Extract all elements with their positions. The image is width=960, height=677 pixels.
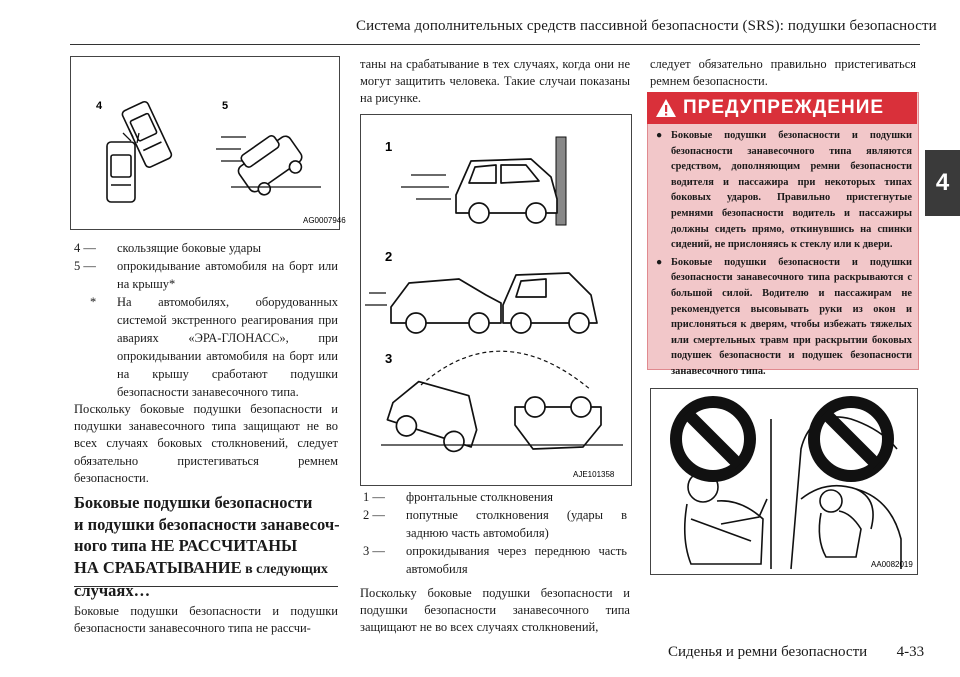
heading-rule xyxy=(74,586,338,587)
figure2-legend xyxy=(363,488,627,578)
warning-item: ● Боковые подушки безопасности и подушки безопасности занавесочного типа раскрываются с большой силой. Водителю и пассажирам не рекомендуется высовывать руки из окон и прислоняться к дверям, чтобы избежать тяжелых или смертельных травм при раскрытии боковых подушек безопасности и подушек безопасности занавесочного типа. xyxy=(656,256,912,377)
svg-text:2: 2 xyxy=(385,249,393,264)
svg-text:AJE101358: AJE101358 xyxy=(573,470,615,479)
no-sign-icon xyxy=(814,402,888,476)
figure1-legend xyxy=(74,239,338,401)
footer-section: Сиденья и ремни безопасности xyxy=(668,644,868,660)
warning-title: ПРЕДУПРЕЖДЕНИЕ xyxy=(683,97,885,118)
svg-text:AA0082019: AA0082019 xyxy=(871,560,913,569)
svg-text:1: 1 xyxy=(385,139,393,154)
collision-types-illustration xyxy=(361,115,631,485)
warning-triangle-icon xyxy=(655,98,677,118)
warning-item: ● Боковые подушки безопасности и подушки безопасности занавесочного типа являются средством, дополняющим ремни безопасности водителя и пассажира при некоторых типах боковых ударов. Правильно пристегнутые ремнями безопасности водитель и пассажиры должны сидеть прямо, откинувшись на спинки сидений, не прислоняясь к стеклу или к двери. xyxy=(656,130,912,251)
warning-header xyxy=(647,92,917,124)
legend-item: 5 — опрокидывание автомобиля на борт или на крышу* xyxy=(74,259,338,291)
page-number: 4-33 xyxy=(896,644,925,660)
bullet-icon: ● xyxy=(656,130,663,141)
running-header: Система дополнительных средств пассивной безопасности (SRS): подушки безопасности xyxy=(356,18,937,34)
prohibited-postures-illustration xyxy=(651,389,917,574)
svg-text:3: 3 xyxy=(385,351,393,366)
svg-text:4: 4 xyxy=(96,100,103,112)
section-heading: Боковые подушки безопасности и подушки безопасности занавесоч- ного типа НЕ РАССЧИТАНЫ НА СРАБАТЫВАНИЕ в следующих случаях… xyxy=(74,493,340,600)
paragraph: следует обязательно правильно пристегиваться ремнем безопасности. xyxy=(650,57,916,89)
paragraph: Боковые подушки безопасности и подушки безопасности занавесочного типа не рассчи- xyxy=(74,604,338,636)
figure-non-deploy-cases xyxy=(360,114,632,486)
figure-prohibited-postures xyxy=(650,388,918,575)
paragraph: таны на срабатывание в тех случаях, когда они не могут защитить человека. Такие случаи показаны на рисунке. xyxy=(360,57,630,106)
side-impact-illustration xyxy=(71,57,346,229)
legend-item: 1 — фронтальные столкновения xyxy=(363,490,553,504)
svg-text:5: 5 xyxy=(222,100,229,112)
bullet-icon: ● xyxy=(656,256,663,268)
no-sign-icon xyxy=(676,402,750,476)
chapter-tab: 4 xyxy=(925,150,960,216)
legend-item: 4 — скользящие боковые удары xyxy=(74,241,261,255)
figure-side-impacts xyxy=(70,56,346,230)
legend-item: 2 — попутные столкновения (удары в заднюю часть автомобиля) xyxy=(363,508,627,540)
header-rule xyxy=(70,44,920,45)
page-footer xyxy=(668,644,924,661)
legend-item: 3 — опрокидывания через переднюю часть автомобиля xyxy=(363,544,627,576)
svg-text:AG0007946: AG0007946 xyxy=(303,216,346,225)
paragraph: Поскольку боковые подушки безопасности и подушки безопасности занавесочного типа защищают не во всех случаях столкновений, xyxy=(360,586,630,635)
warning-text xyxy=(651,128,912,382)
legend-footnote: * На автомобилях, оборудованных системой экстренного реагирования при авариях «ЭРА-ГЛОНАСС», при опрокидывании автомобиля на борт или на крышу сработают подушки безопасности занавесочного типа. xyxy=(90,295,338,399)
paragraph: Поскольку боковые подушки безопасности и подушки занавесочного типа защищают не во всех случаях боковых столкновений, следует обязательно пристегиваться ремнем безопасности. xyxy=(74,402,338,485)
